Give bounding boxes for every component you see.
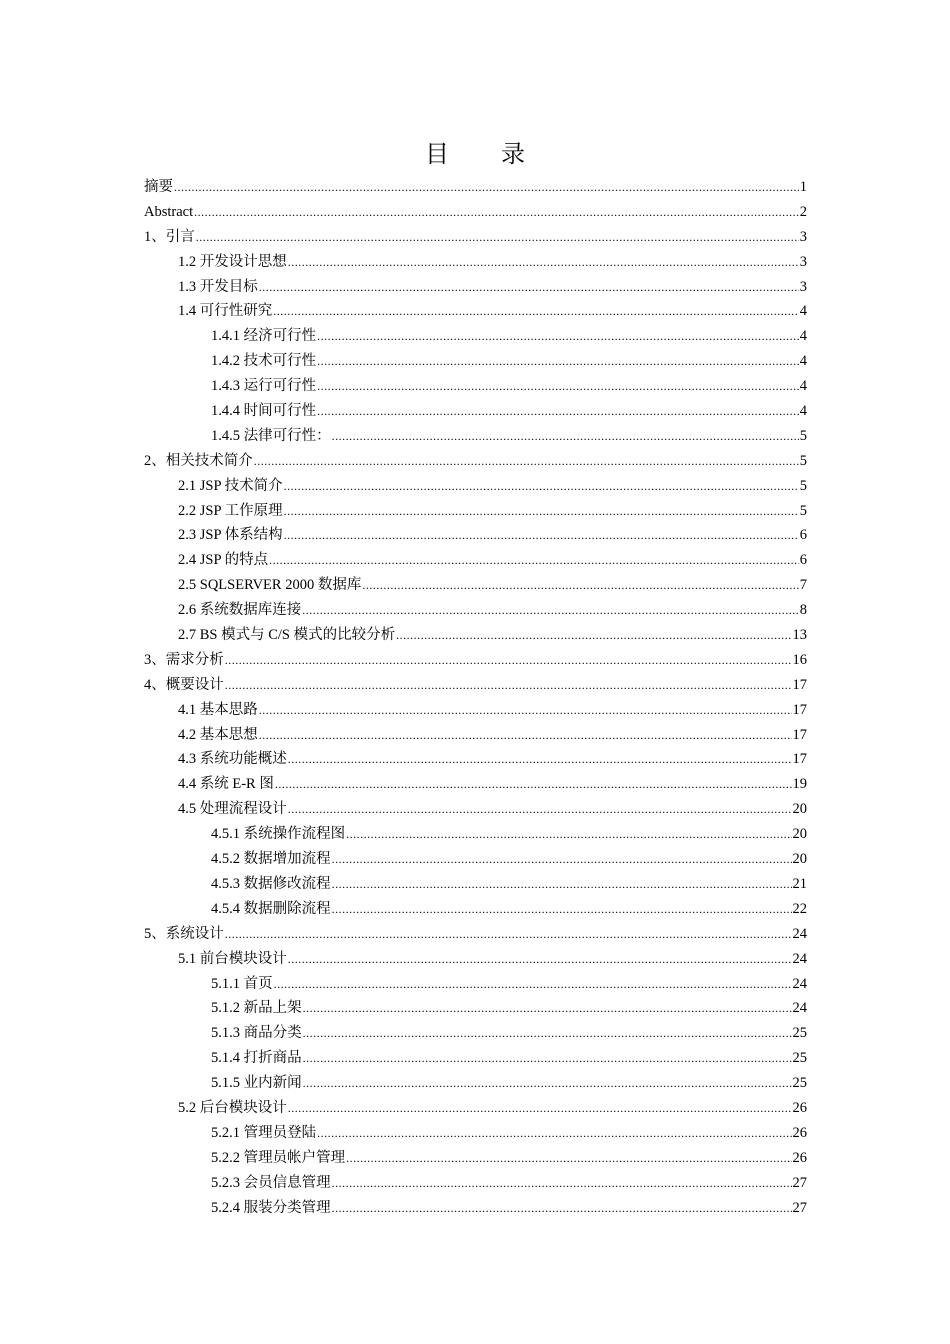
toc-entry-label: 5.1 前台模块设计 — [178, 950, 287, 967]
toc-entry-page-number: 25 — [792, 1050, 807, 1067]
toc-entry-page-number: 3 — [799, 228, 807, 245]
toc-entry-label: 1.2 开发设计思想 — [178, 253, 287, 270]
toc-entry-page-number: 26 — [792, 1099, 807, 1116]
toc-dot-leader — [332, 424, 799, 449]
toc-dot-leader — [225, 673, 792, 698]
toc-entry[interactable] — [144, 1196, 807, 1221]
toc-entry-page-number: 26 — [792, 1124, 807, 1141]
toc-entry[interactable] — [144, 1121, 807, 1146]
toc-entry-page-number: 13 — [792, 627, 807, 644]
toc-entry-page-number: 16 — [792, 651, 807, 668]
toc-entry-label: 5.1.1 首页 — [211, 975, 273, 992]
toc-entry-page-number: 25 — [792, 1025, 807, 1042]
toc-entry-label: 2.4 JSP 的特点 — [178, 552, 269, 569]
toc-entry-page-number: 21 — [792, 875, 807, 892]
toc-entry[interactable] — [144, 275, 807, 300]
toc-dot-leader — [332, 1196, 792, 1221]
toc-entry-label: 4.5.3 数据修改流程 — [211, 875, 331, 892]
toc-entry-page-number: 6 — [799, 552, 807, 569]
toc-dot-leader — [302, 598, 799, 623]
toc-entry-label: 5.2.3 会员信息管理 — [211, 1174, 331, 1191]
toc-entry-label: 4.5.1 系统操作流程图 — [211, 826, 346, 843]
toc-dot-leader — [346, 822, 791, 847]
toc-entry-page-number: 6 — [799, 527, 807, 544]
toc-entry-page-number: 24 — [792, 925, 807, 942]
toc-entry-page-number: 20 — [792, 801, 807, 818]
toc-dot-leader — [303, 1071, 792, 1096]
toc-entry-page-number: 1 — [799, 179, 807, 195]
toc-dot-leader — [284, 499, 799, 524]
toc-entry-page-number: 5 — [799, 452, 807, 469]
toc-entry[interactable] — [144, 374, 807, 399]
toc-entry-label: 5.1.3 商品分类 — [211, 1025, 302, 1042]
toc-entry[interactable] — [144, 1096, 807, 1121]
toc-entry-label: 5.2 后台模块设计 — [178, 1099, 287, 1116]
toc-entry-label: 2.7 BS 模式与 C/S 模式的比较分析 — [178, 627, 396, 644]
toc-dot-leader — [396, 623, 791, 648]
toc-entry[interactable] — [144, 573, 807, 598]
toc-entry-page-number: 20 — [792, 826, 807, 843]
toc-entry[interactable] — [144, 1046, 807, 1071]
toc-entry[interactable] — [144, 972, 807, 997]
toc-entry-label: 1.3 开发目标 — [178, 278, 258, 295]
toc-entry[interactable] — [144, 225, 807, 250]
toc-dot-leader — [275, 772, 792, 797]
toc-entry-label: 4.1 基本思路 — [178, 701, 258, 718]
toc-entry[interactable] — [144, 299, 807, 324]
toc-entry-label: 2.2 JSP 工作原理 — [178, 502, 283, 519]
toc-entry[interactable] — [144, 1071, 807, 1096]
toc-dot-leader — [284, 474, 799, 499]
toc-entry-label: 1、引言 — [144, 228, 195, 245]
toc-entry-page-number: 7 — [799, 577, 807, 594]
toc-dot-leader — [284, 523, 799, 548]
toc-entry-page-number: 24 — [792, 1000, 807, 1017]
toc-entry[interactable] — [144, 996, 807, 1021]
toc-entry[interactable] — [144, 349, 807, 374]
toc-dot-leader — [362, 573, 798, 598]
toc-dot-leader — [317, 1121, 791, 1146]
toc-entry-page-number: 19 — [792, 776, 807, 793]
toc-dot-leader — [225, 922, 792, 947]
toc-dot-leader — [259, 723, 792, 748]
toc-entry-label: 1.4.4 时间可行性 — [211, 403, 317, 420]
toc-entry[interactable] — [144, 1146, 807, 1171]
toc-entry[interactable] — [144, 548, 807, 573]
toc-entry-label: 4.5.2 数据增加流程 — [211, 851, 331, 868]
toc-entry-label: 5.1.2 新品上架 — [211, 1000, 302, 1017]
toc-entry[interactable] — [144, 947, 807, 972]
toc-dot-leader — [317, 349, 799, 374]
toc-title-char-2: 录 — [501, 140, 525, 168]
toc-entry-page-number: 27 — [792, 1199, 807, 1216]
toc-entry[interactable] — [144, 399, 807, 424]
toc-entry[interactable] — [144, 324, 807, 349]
toc-entry-page-number: 4 — [799, 328, 807, 345]
toc-dot-leader — [225, 648, 792, 673]
toc-dot-leader — [317, 374, 799, 399]
toc-entry-page-number: 27 — [792, 1174, 807, 1191]
toc-dot-leader — [332, 897, 792, 922]
toc-dot-leader — [269, 548, 799, 573]
toc-entry[interactable] — [144, 847, 807, 872]
toc-entry[interactable] — [144, 449, 807, 474]
toc-entry-label: 5.2.4 服装分类管理 — [211, 1199, 331, 1216]
toc-entry-label: 1.4.5 法律可行性： — [211, 427, 331, 444]
toc-entry-page-number: 5 — [799, 427, 807, 444]
toc-entry-label: 5.2.1 管理员登陆 — [211, 1124, 317, 1141]
toc-entry-page-number: 20 — [792, 851, 807, 868]
toc-entry[interactable] — [144, 1171, 807, 1196]
toc-entry-label: 2.6 系统数据库连接 — [178, 602, 302, 619]
toc-entry[interactable] — [144, 822, 807, 847]
toc-entry-label: 4.2 基本思想 — [178, 726, 258, 743]
toc-entry-label: 2、相关技术简介 — [144, 452, 253, 469]
toc-entry-label: 1.4.3 运行可行性 — [211, 378, 317, 395]
toc-entry[interactable] — [144, 772, 807, 797]
toc-entry-label: 4.4 系统 E-R 图 — [178, 776, 274, 793]
toc-entry-label: 4.3 系统功能概述 — [178, 751, 287, 768]
toc-entry[interactable] — [144, 698, 807, 723]
toc-entry-page-number: 17 — [792, 676, 807, 693]
toc-entry-page-number: 17 — [792, 701, 807, 718]
toc-entry-page-number: 17 — [792, 751, 807, 768]
toc-entry-page-number: 24 — [792, 975, 807, 992]
toc-dot-leader — [273, 299, 799, 324]
toc-entry[interactable] — [144, 424, 807, 449]
toc-entry-page-number: 4 — [799, 303, 807, 320]
table-of-contents — [144, 175, 807, 1220]
toc-entry[interactable] — [144, 200, 807, 225]
toc-entry-page-number: 4 — [799, 378, 807, 395]
toc-entry-page-number: 25 — [792, 1075, 807, 1092]
toc-entry-page-number: 5 — [799, 477, 807, 494]
toc-dot-leader — [194, 200, 799, 225]
toc-entry[interactable] — [144, 673, 807, 698]
toc-entry-page-number: 24 — [792, 950, 807, 967]
toc-entry[interactable] — [144, 723, 807, 748]
toc-entry-page-number: 3 — [799, 278, 807, 295]
toc-dot-leader — [288, 1096, 792, 1121]
toc-dot-leader — [346, 1146, 791, 1171]
toc-entry-label: 2.5 SQLSERVER 2000 数据库 — [178, 577, 362, 594]
toc-dot-leader — [259, 698, 792, 723]
toc-entry-label: 4.5 处理流程设计 — [178, 801, 287, 818]
toc-entry[interactable] — [144, 499, 807, 524]
toc-entry-label: 5、系统设计 — [144, 925, 224, 942]
toc-dot-leader — [303, 1021, 792, 1046]
toc-entry-page-number: 3 — [799, 253, 807, 270]
toc-dot-leader — [303, 996, 792, 1021]
toc-entry[interactable] — [144, 523, 807, 548]
toc-dot-leader — [317, 399, 799, 424]
toc-entry-page-number: 17 — [792, 726, 807, 743]
toc-entry[interactable] — [144, 474, 807, 499]
toc-entry[interactable] — [144, 897, 807, 922]
toc-dot-leader — [332, 872, 792, 897]
toc-entry[interactable] — [144, 1021, 807, 1046]
toc-dot-leader — [259, 275, 799, 300]
toc-entry-page-number: 2 — [799, 203, 807, 220]
toc-title-char-1: 目 — [425, 140, 449, 168]
toc-dot-leader — [174, 175, 799, 200]
toc-entry[interactable] — [144, 598, 807, 623]
toc-entry-label: 5.1.4 打折商品 — [211, 1050, 302, 1067]
toc-entry-label: 5.1.5 业内新闻 — [211, 1075, 302, 1092]
toc-entry-page-number: 8 — [799, 602, 807, 619]
toc-dot-leader — [303, 1046, 792, 1071]
toc-entry-label: 5.2.2 管理员帐户管理 — [211, 1149, 346, 1166]
toc-entry[interactable] — [144, 797, 807, 822]
toc-entry[interactable] — [144, 872, 807, 897]
toc-entry-label: 1.4.2 技术可行性 — [211, 353, 317, 370]
toc-entry[interactable] — [144, 922, 807, 947]
toc-entry-label: 2.3 JSP 体系结构 — [178, 527, 283, 544]
toc-entry-label: 摘要 — [144, 179, 173, 195]
toc-title — [0, 134, 950, 169]
toc-dot-leader — [274, 972, 792, 997]
toc-entry-label: 4、概要设计 — [144, 676, 224, 693]
toc-dot-leader — [288, 947, 792, 972]
toc-entry-page-number: 5 — [799, 502, 807, 519]
toc-entry-label: 1.4 可行性研究 — [178, 303, 273, 320]
toc-entry-page-number: 22 — [792, 900, 807, 917]
toc-dot-leader — [332, 847, 792, 872]
toc-entry-label: 1.4.1 经济可行性 — [211, 328, 317, 345]
toc-dot-leader — [317, 324, 799, 349]
toc-entry[interactable] — [144, 250, 807, 275]
toc-dot-leader — [288, 250, 799, 275]
toc-dot-leader — [288, 747, 792, 772]
toc-dot-leader — [332, 1171, 792, 1196]
toc-dot-leader — [288, 797, 792, 822]
toc-entry-label: 2.1 JSP 技术简介 — [178, 477, 283, 494]
toc-dot-leader — [196, 225, 799, 250]
toc-entry-page-number: 26 — [792, 1149, 807, 1166]
toc-entry-page-number: 4 — [799, 403, 807, 420]
toc-entry[interactable] — [144, 175, 807, 200]
toc-entry-label: Abstract — [144, 203, 194, 220]
toc-entry-label: 3、需求分析 — [144, 651, 224, 668]
toc-entry-page-number: 4 — [799, 353, 807, 370]
toc-entry[interactable] — [144, 623, 807, 648]
toc-entry-label: 4.5.4 数据删除流程 — [211, 900, 331, 917]
toc-entry[interactable] — [144, 747, 807, 772]
toc-entry[interactable] — [144, 648, 807, 673]
toc-dot-leader — [254, 449, 799, 474]
